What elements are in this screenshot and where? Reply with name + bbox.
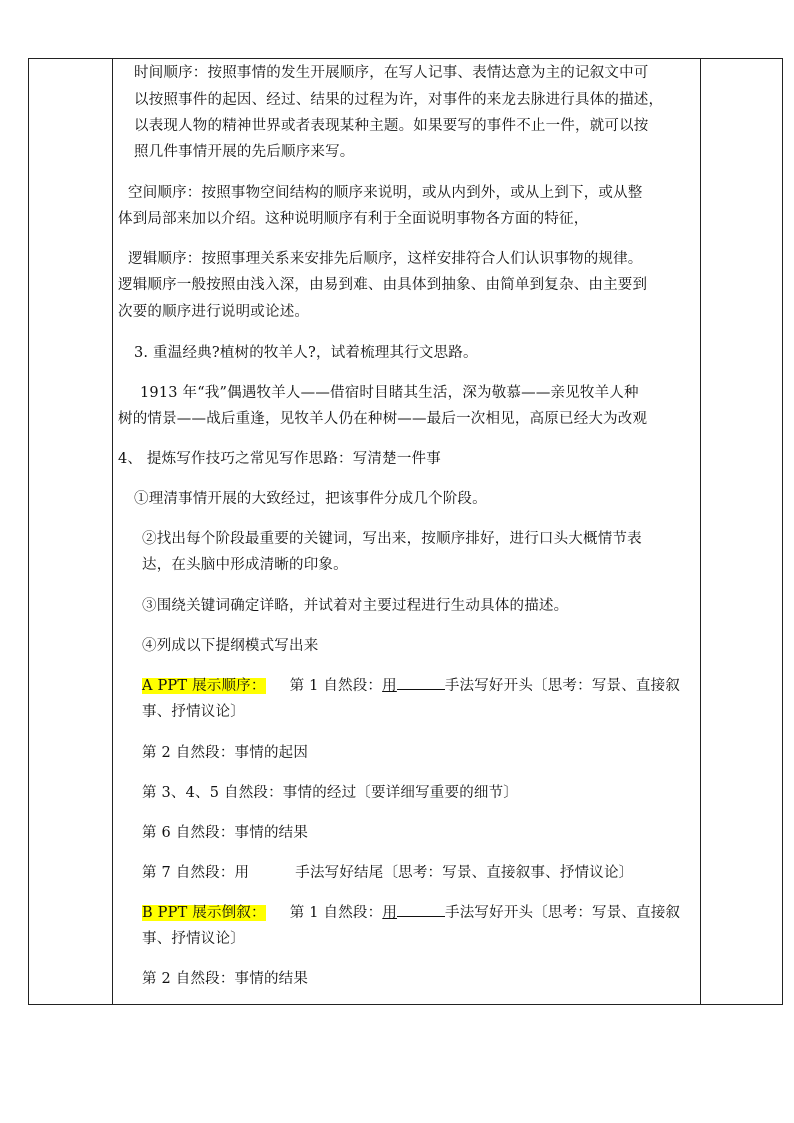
tip-4: ④列成以下提纲模式写出来 [142, 638, 319, 654]
logic-order-line-3: 次要的顺序进行说明或论述。 [118, 304, 310, 320]
outline-a-line-2: 事、抒情议论〕 [142, 704, 245, 720]
table-column-divider-right [700, 59, 701, 1004]
outline-b-label: B PPT 展示倒叙： [142, 905, 266, 921]
space-order-line-1: 空间顺序：按照事物空间结构的顺序来说明，或从内到外，或从上到下，或从整 [128, 185, 643, 201]
outline-b-para1-suffix: 手法写好开头〔思考：写景、直接叙 [445, 905, 681, 921]
outline-a-para-6: 第 6 自然段：事情的结果 [142, 825, 309, 841]
outline-a-para-2: 第 2 自然段：事情的起因 [142, 745, 309, 761]
outline-b-line-1 [142, 900, 680, 926]
story-outline-line-2: 树的情景——战后重逢，见牧羊人仍在种树——最后一次相见，高原已经大为改观 [118, 411, 648, 427]
outline-a-label: A PPT 展示顺序： [142, 678, 266, 694]
outline-a-para1-prefix: 第 1 自然段： [289, 678, 383, 694]
outline-a-para1-suffix: 手法写好开头〔思考：写景、直接叙 [444, 678, 681, 694]
tip-3: ③围绕关键词确定详略，并试着对主要过程进行生动具体的描述。 [142, 598, 569, 614]
outline-b-para-2: 第 2 自然段：事情的结果 [142, 971, 309, 987]
outline-a-para7-prefix: 第 7 自然段：用 [142, 865, 250, 881]
outline-a-para-7 [142, 860, 633, 886]
space-order-line-2: 体到局部来加以介绍。这种说明顺序有利于全面说明事物各方面的特征， [118, 211, 589, 227]
outline-b-para1-use: 用 [382, 905, 398, 921]
outline-a-para7-suffix: 手法写好结尾〔思考：写景、直接叙事、抒情议论〕 [295, 865, 634, 881]
tip-2-line-2: 达，在头脑中形成清晰的印象。 [142, 557, 348, 573]
time-order-line-3: 以表现人物的精神世界或者表现某种主题。如果要写的事件不止一件，就可以按 [134, 118, 649, 134]
outline-b-para1-prefix: 第 1 自然段： [289, 905, 383, 921]
time-order-line-1: 时间顺序：按照事情的发生开展顺序，在写人记事、表情达意为主的记叙文中可 [134, 65, 649, 81]
outline-b-blank [397, 902, 445, 917]
logic-order-line-2: 逻辑顺序一般按照由浅入深，由易到难、由具体到抽象、由简单到复杂、由主要到 [118, 277, 648, 293]
step-4-heading: 4、 提炼写作技巧之常见写作思路：写清楚一件事 [118, 451, 441, 467]
outline-b-line-2: 事、抒情议论〕 [142, 931, 245, 947]
tip-2-line-1: ②找出每个阶段最重要的关键词，写出来，按顺序排好，进行口头大概情节表 [142, 531, 642, 547]
outline-a-line-1 [142, 673, 680, 699]
outline-a-para1-use: 用 [382, 678, 397, 694]
time-order-line-4: 照几件事情开展的先后顺序来写。 [134, 144, 355, 160]
logic-order-line-1: 逻辑顺序：按照事理关系来安排先后顺序，这样安排符合人们认识事物的规律。 [128, 251, 643, 267]
outline-a-blank [397, 675, 445, 690]
story-outline-line-1: 1913 年“我”偶遇牧羊人——借宿时目睹其生活，深为敬慕——亲见牧羊人种 [140, 385, 639, 401]
step-3-heading: 3. 重温经典?植树的牧羊人?，试着梳理其行文思路。 [134, 345, 478, 361]
tip-1: ①理清事情开展的大致经过，把该事件分成几个阶段。 [134, 491, 487, 507]
time-order-line-2: 以按照事件的起因、经过、结果的过程为许，对事件的来龙去脉进行具体的描述， [134, 92, 664, 108]
outline-a-para-3-5: 第 3、4、5 自然段：事情的经过〔要详细写重要的细节〕 [142, 785, 518, 801]
table-column-divider-left [112, 59, 113, 1004]
